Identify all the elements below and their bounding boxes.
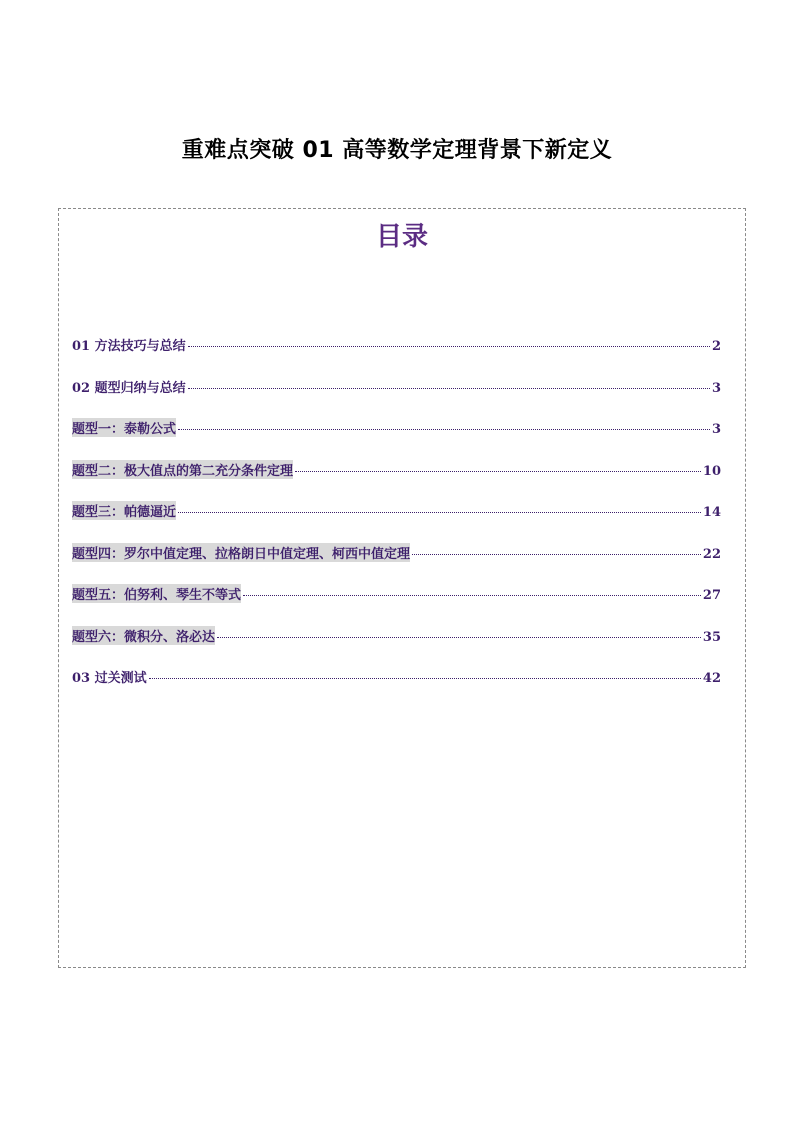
toc-entry-label: 题型六：微积分、洛必达 (72, 626, 215, 645)
toc-entry-page: 10 (702, 463, 721, 479)
toc-entry-page: 3 (711, 422, 721, 437)
toc-leader-dots (149, 678, 701, 679)
toc-heading: 目录 (375, 222, 428, 252)
toc-leader-dots (412, 554, 701, 555)
toc-entry[interactable] (72, 418, 721, 460)
toc-entry-label: 01 方法技巧与总结 (72, 339, 186, 354)
toc-entry-page: 42 (702, 671, 721, 686)
toc-entry-page: 2 (711, 339, 721, 354)
toc-leader-dots (178, 512, 701, 513)
toc-entry[interactable] (72, 667, 721, 709)
toc-entry[interactable] (72, 335, 721, 377)
toc-leader-dots (188, 388, 710, 389)
toc-list (72, 335, 721, 709)
toc-entry[interactable] (72, 460, 721, 502)
toc-entry-label: 题型四：罗尔中值定理、拉格朗日中值定理、柯西中值定理 (72, 543, 410, 562)
toc-entry-page: 22 (702, 546, 721, 562)
toc-leader-dots (217, 637, 701, 638)
toc-entry-label: 03 过关测试 (72, 671, 147, 686)
toc-entry[interactable] (72, 626, 721, 668)
toc-leader-dots (188, 346, 710, 347)
toc-entry[interactable] (72, 377, 721, 419)
toc-entry-page: 35 (702, 629, 721, 645)
toc-leader-dots (295, 471, 701, 472)
toc-entry-page: 14 (702, 505, 721, 520)
toc-leader-dots (178, 429, 710, 430)
toc-entry-label: 题型一：泰勒公式 (72, 418, 176, 437)
toc-leader-dots (243, 595, 701, 596)
toc-entry-label: 题型三：帕德逼近 (72, 501, 176, 520)
toc-entry-label: 题型二：极大值点的第二充分条件定理 (72, 460, 293, 479)
table-of-contents (58, 208, 746, 968)
document-title: 重难点突破 01 高等数学定理背景下新定义 (181, 138, 613, 163)
toc-entry[interactable] (72, 584, 721, 626)
toc-entry[interactable] (72, 543, 721, 585)
toc-entry-label: 题型五：伯努利、琴生不等式 (72, 584, 241, 603)
toc-entry[interactable] (72, 501, 721, 543)
toc-entry-page: 3 (711, 380, 721, 396)
toc-entry-page: 27 (702, 588, 721, 603)
toc-entry-label: 02 题型归纳与总结 (72, 380, 186, 396)
